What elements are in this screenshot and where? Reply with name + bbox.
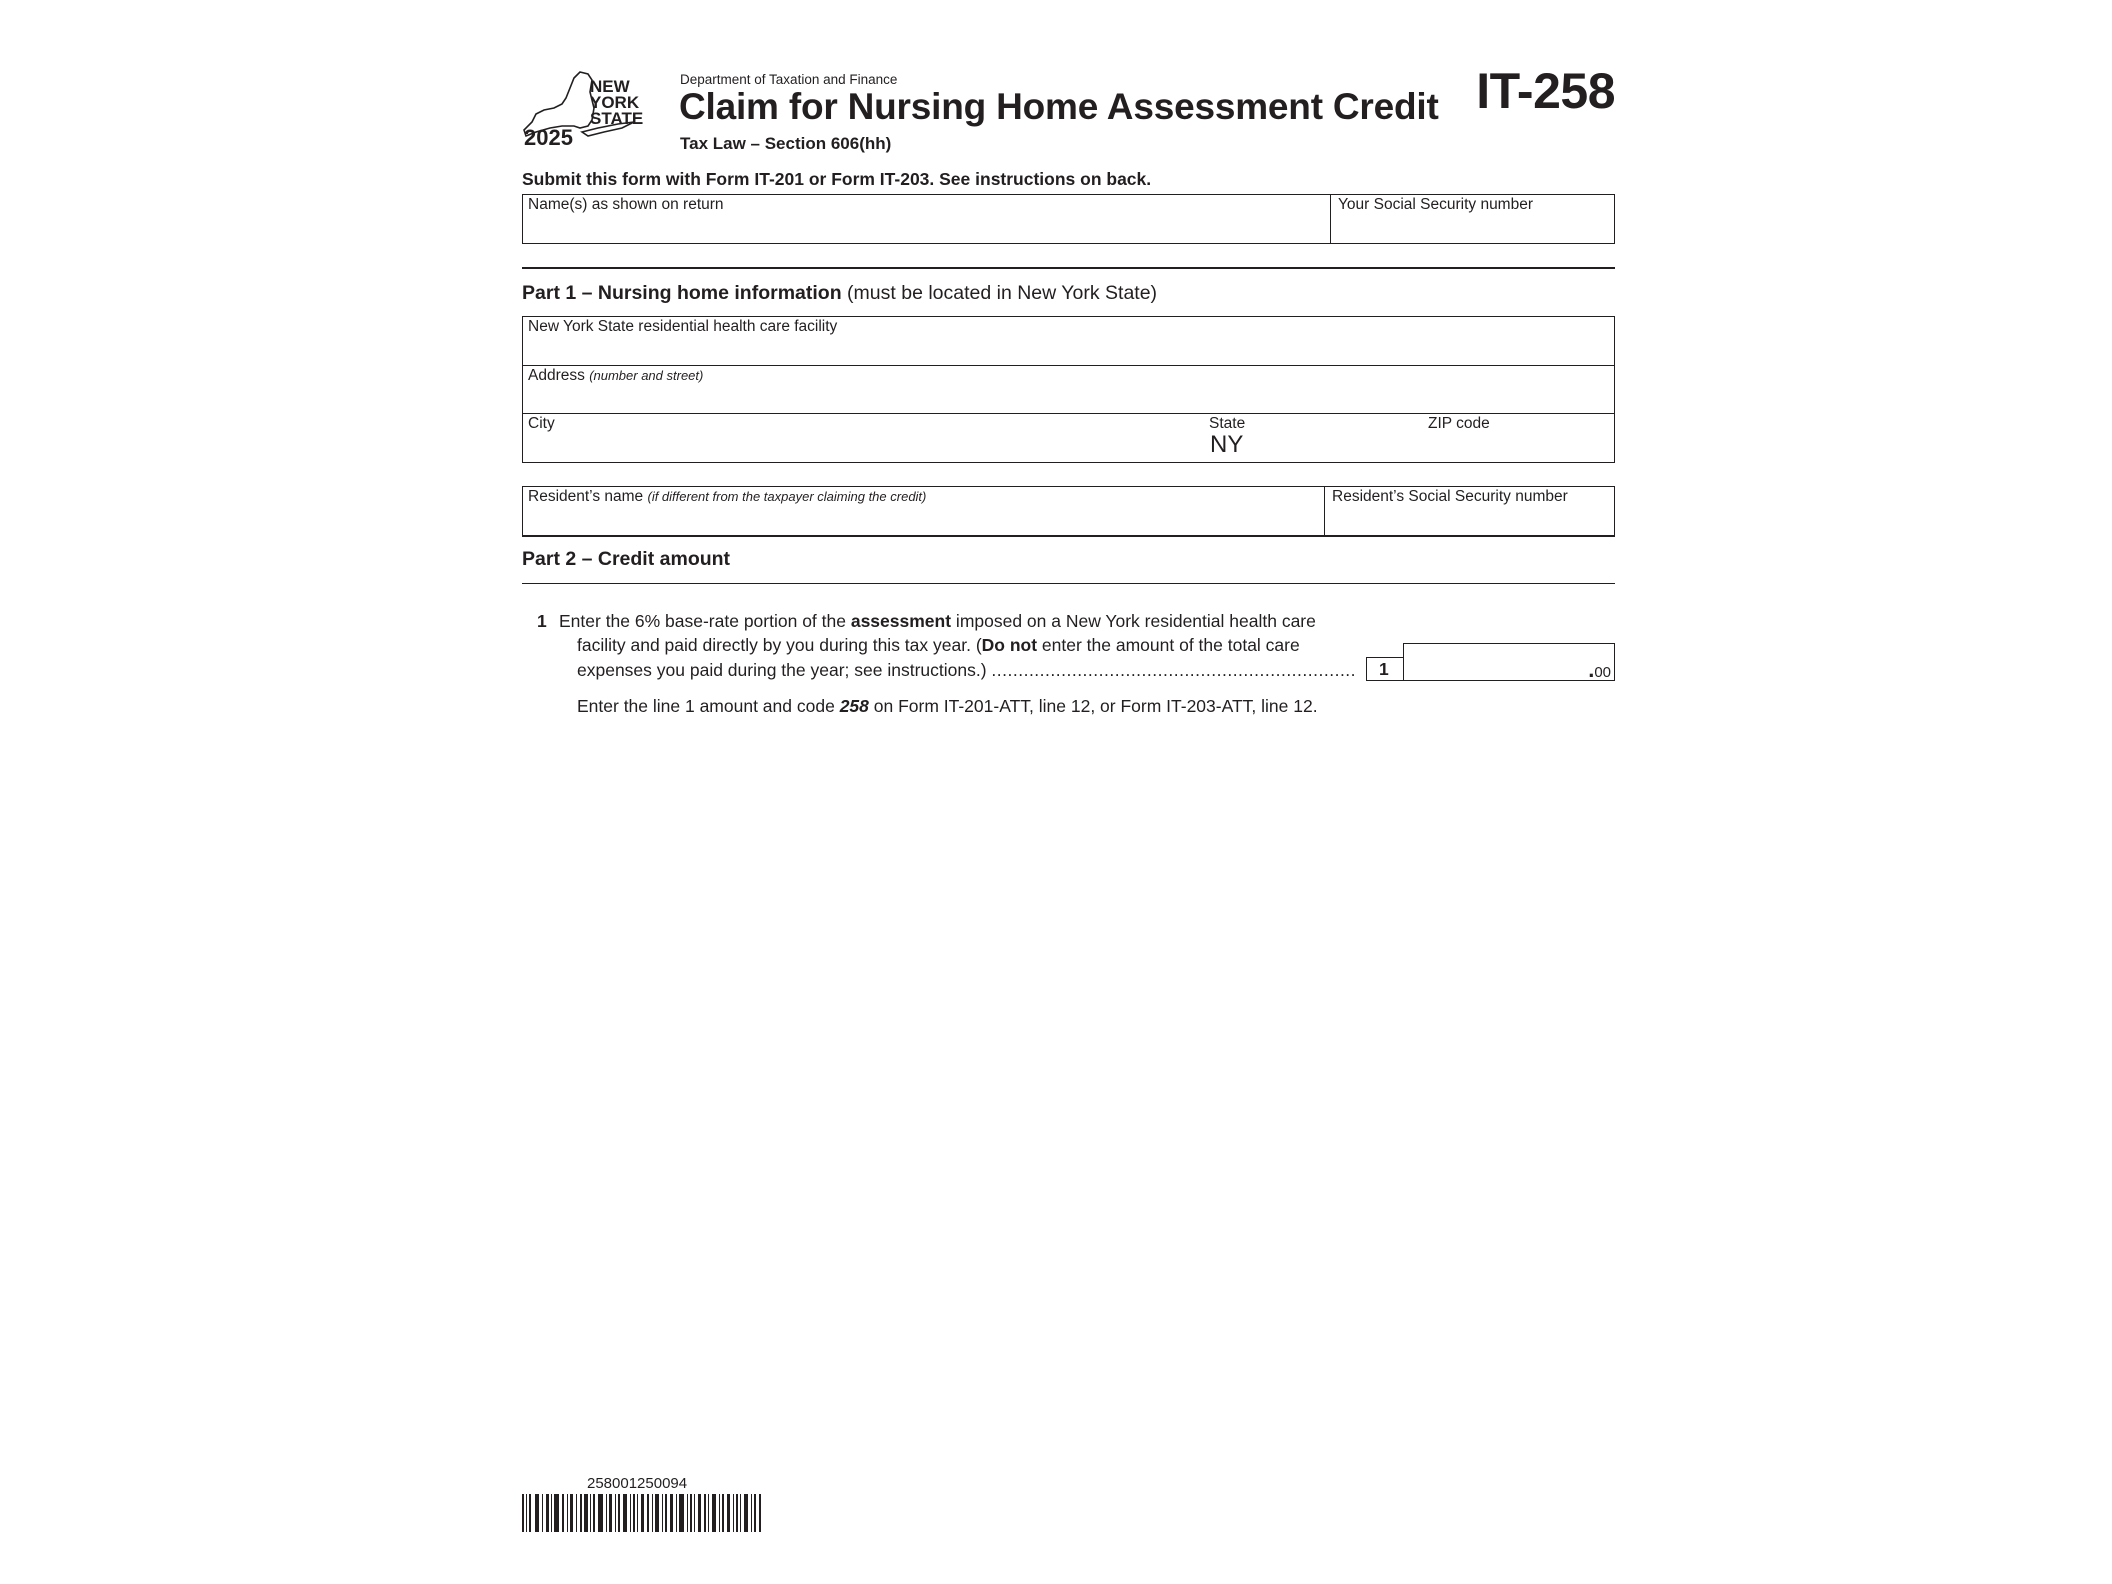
barcode-number: 258001250094 xyxy=(587,1475,688,1492)
address-hint: (number and street) xyxy=(589,368,704,383)
facility-field[interactable] xyxy=(522,316,1615,366)
line1-text-d: enter the amount of the total care xyxy=(1037,635,1300,655)
city-label: City xyxy=(528,415,555,432)
part2-rule xyxy=(522,583,1615,584)
note-text-b: on Form IT-201-ATT, line 12, or Form IT-203-ATT, line 12. xyxy=(868,696,1318,716)
line1-text-a: Enter the 6% base-rate portion of the xyxy=(559,611,851,631)
resident-ssn-field[interactable] xyxy=(1324,486,1615,536)
form-title: Claim for Nursing Home Assessment Credit xyxy=(679,86,1439,127)
line1-text-b: imposed on a New York residential health care xyxy=(951,611,1316,631)
facility-label: New York State residential health care facility xyxy=(528,318,838,335)
logo-word-state: STATE xyxy=(590,109,644,128)
city-field[interactable] xyxy=(522,413,1202,463)
submit-instructions: Submit this form with Form IT-201 or Form IT-203. See instructions on back. xyxy=(522,169,1152,189)
state-value: NY xyxy=(1210,431,1244,458)
part1-title: Part 1 – Nursing home information xyxy=(522,282,842,304)
taxpayer-ssn-field[interactable] xyxy=(1330,194,1615,244)
line1-number: 1 xyxy=(537,611,547,631)
department-name: Department of Taxation and Finance xyxy=(680,72,898,87)
address-label xyxy=(528,367,703,385)
taxpayer-name-label: Name(s) as shown on return xyxy=(528,196,724,213)
part1-bottom-rule xyxy=(522,535,1615,537)
note-code: 258 xyxy=(839,696,869,716)
part1-heading xyxy=(522,282,1157,305)
form-number: IT-258 xyxy=(1476,63,1615,119)
taxpayer-name-field[interactable] xyxy=(522,194,1331,244)
line1-box-number xyxy=(1366,657,1404,681)
state-field[interactable] xyxy=(1205,413,1405,463)
line1-text-do-not: Do not xyxy=(981,635,1038,655)
part2-title: Part 2 – Credit amount xyxy=(522,548,731,570)
taxpayer-ssn-label: Your Social Security number xyxy=(1338,196,1533,213)
resident-name-field[interactable] xyxy=(522,486,1325,536)
section-divider xyxy=(522,267,1615,269)
line1-text-row3 xyxy=(577,660,1356,681)
line1-note xyxy=(577,696,1318,717)
line1-text-row2 xyxy=(577,635,1300,656)
line1-leader-dots: .................................................................... xyxy=(991,660,1357,680)
line1-text-e: expenses you paid during the year; see instructions.) xyxy=(577,660,992,680)
barcode-image xyxy=(522,1494,762,1532)
zip-label: ZIP code xyxy=(1428,415,1490,432)
line1-text-row1 xyxy=(559,611,1316,632)
state-label: State xyxy=(1209,415,1246,432)
zip-field[interactable] xyxy=(1425,413,1613,463)
line1-text-bold: assessment xyxy=(850,611,952,631)
resident-name-label-text: Resident’s name xyxy=(528,488,644,505)
line1-cents-value: 00 xyxy=(1594,664,1611,681)
line1-text-c: facility and paid directly by you during this tax year. ( xyxy=(577,635,982,655)
line1-box-label: 1 xyxy=(1379,659,1389,679)
tax-year: 2025 xyxy=(524,125,573,150)
note-text-a: Enter the line 1 amount and code xyxy=(577,696,840,716)
logo-word-york: YORK xyxy=(590,93,640,112)
logo-word-new: NEW xyxy=(590,77,630,96)
line1-cents: .00 xyxy=(1588,657,1611,682)
address-field[interactable] xyxy=(522,365,1615,414)
tax-law-reference: Tax Law – Section 606(hh) xyxy=(680,134,892,153)
line1-amount-field[interactable] xyxy=(1403,643,1615,681)
resident-ssn-label: Resident’s Social Security number xyxy=(1332,488,1568,505)
part1-note: (must be located in New York State) xyxy=(841,282,1158,304)
address-label-text: Address xyxy=(528,367,585,384)
resident-name-hint: (if different from the taxpayer claiming the credit) xyxy=(647,489,927,504)
nys-logo xyxy=(522,70,642,148)
resident-name-label xyxy=(528,488,926,506)
